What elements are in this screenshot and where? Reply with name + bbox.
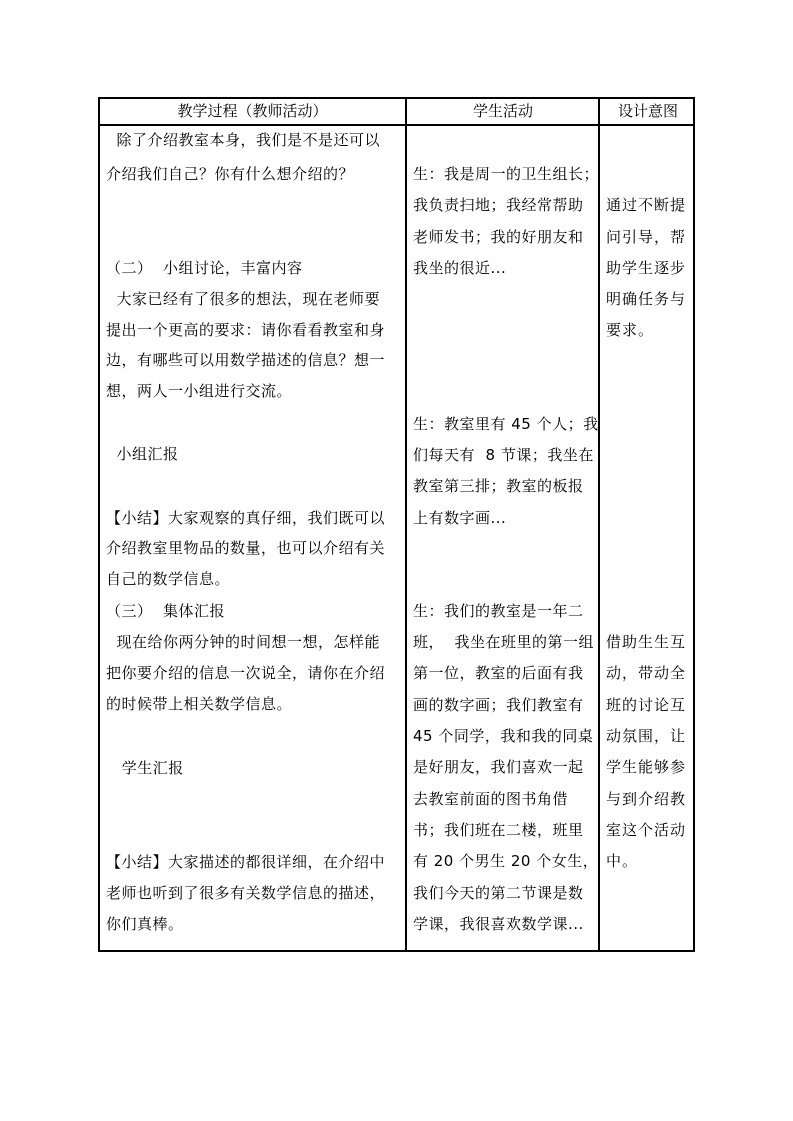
teacher-line: 除了介绍教室本身，我们是不是还可以	[106, 131, 381, 149]
student-line: 老师发书；我的好朋友和	[413, 228, 584, 246]
student-line: 45 个同学，我和我的同桌	[413, 727, 594, 745]
header-design-intent: 设计意图	[617, 102, 678, 120]
teacher-line: 小组汇报	[106, 445, 179, 463]
teacher-line: 的时候带上相关数学信息。	[106, 695, 293, 713]
teacher-line: 介绍教室里物品的数量，也可以介绍有关	[106, 539, 386, 557]
teacher-line: 大家已经有了很多的想法，现在老师要	[106, 290, 381, 308]
student-line: 画的数字画；我们教室有	[413, 696, 584, 714]
column-divider-2	[598, 99, 600, 950]
design-line: 班的讨论互	[606, 696, 687, 714]
student-line: 班， 我坐在班里的第一组	[413, 633, 595, 651]
design-line: 与到介绍教	[606, 790, 687, 808]
teacher-line: 介绍我们自己？你有什么想介绍的？	[106, 165, 355, 183]
teacher-line: 学生汇报	[106, 759, 184, 777]
student-line: 学课，我很喜欢数学课...	[413, 915, 584, 933]
teacher-line: 【小结】大家描述的都很详细，在介绍中	[106, 853, 386, 871]
column-divider-1	[405, 99, 407, 950]
design-line: 动氛围，让	[606, 727, 687, 745]
teacher-line: 老师也听到了很多有关数学信息的描述，	[106, 884, 386, 902]
design-line: 问引导，帮	[606, 228, 687, 246]
teacher-line: 边，有哪些可以用数学描述的信息？想一	[106, 351, 386, 369]
design-line: 室这个活动	[606, 821, 687, 839]
student-line: 书；我们班在二楼，班里	[413, 821, 584, 839]
header-divider	[100, 124, 693, 126]
design-line: 动，带动全	[606, 664, 687, 682]
student-line: 生：我们的教室是一年二	[413, 602, 584, 620]
teacher-line: 自己的数学信息。	[106, 570, 231, 588]
teacher-line: 想，两人一小组进行交流。	[106, 382, 293, 400]
teacher-line: （三） 集体汇报	[106, 602, 226, 620]
student-line: 上有数字画...	[413, 509, 507, 527]
design-line: 通过不断提	[606, 196, 687, 214]
teacher-line: 把你要介绍的信息一次说全，请你在介绍	[106, 664, 386, 682]
student-line: 第一位，教室的后面有我	[413, 664, 584, 682]
student-line: 教室第三排；教室的板报	[413, 477, 584, 495]
student-line: 生：我是周一的卫生组长；	[413, 165, 600, 183]
student-line: 们每天有 8 节课；我坐在	[413, 446, 594, 464]
student-line: 我负责扫地；我经常帮助	[413, 196, 584, 214]
student-line: 生：教室里有 45 个人；我	[413, 415, 599, 433]
student-line: 我坐的很近...	[413, 259, 507, 277]
teacher-line: 现在给你两分钟的时间想一想，怎样能	[106, 633, 381, 651]
header-student-activity: 学生活动	[472, 102, 533, 120]
teacher-line: 提出一个更高的要求：请你看看教室和身	[106, 321, 386, 339]
header-teacher-activity: 教学过程（教师活动）	[177, 102, 328, 120]
teacher-line: 你们真棒。	[106, 915, 184, 933]
student-line: 是好朋友，我们喜欢一起	[413, 758, 584, 776]
student-line: 我们今天的第二节课是数	[413, 884, 584, 902]
lesson-plan-table	[98, 97, 695, 952]
teacher-line: （二） 小组讨论，丰富内容	[106, 259, 303, 277]
design-line: 中。	[606, 852, 639, 870]
student-line: 去教室前面的图书角借	[413, 790, 569, 808]
design-line: 借助生生互	[606, 633, 687, 651]
design-line: 助学生逐步	[606, 259, 687, 277]
design-line: 学生能够参	[606, 758, 687, 776]
design-line: 明确任务与	[606, 290, 687, 308]
teacher-line: 【小结】大家观察的真仔细，我们既可以	[106, 509, 386, 527]
student-line: 有 20 个男生 20 个女生，	[413, 852, 599, 870]
design-line: 要求。	[606, 321, 655, 339]
